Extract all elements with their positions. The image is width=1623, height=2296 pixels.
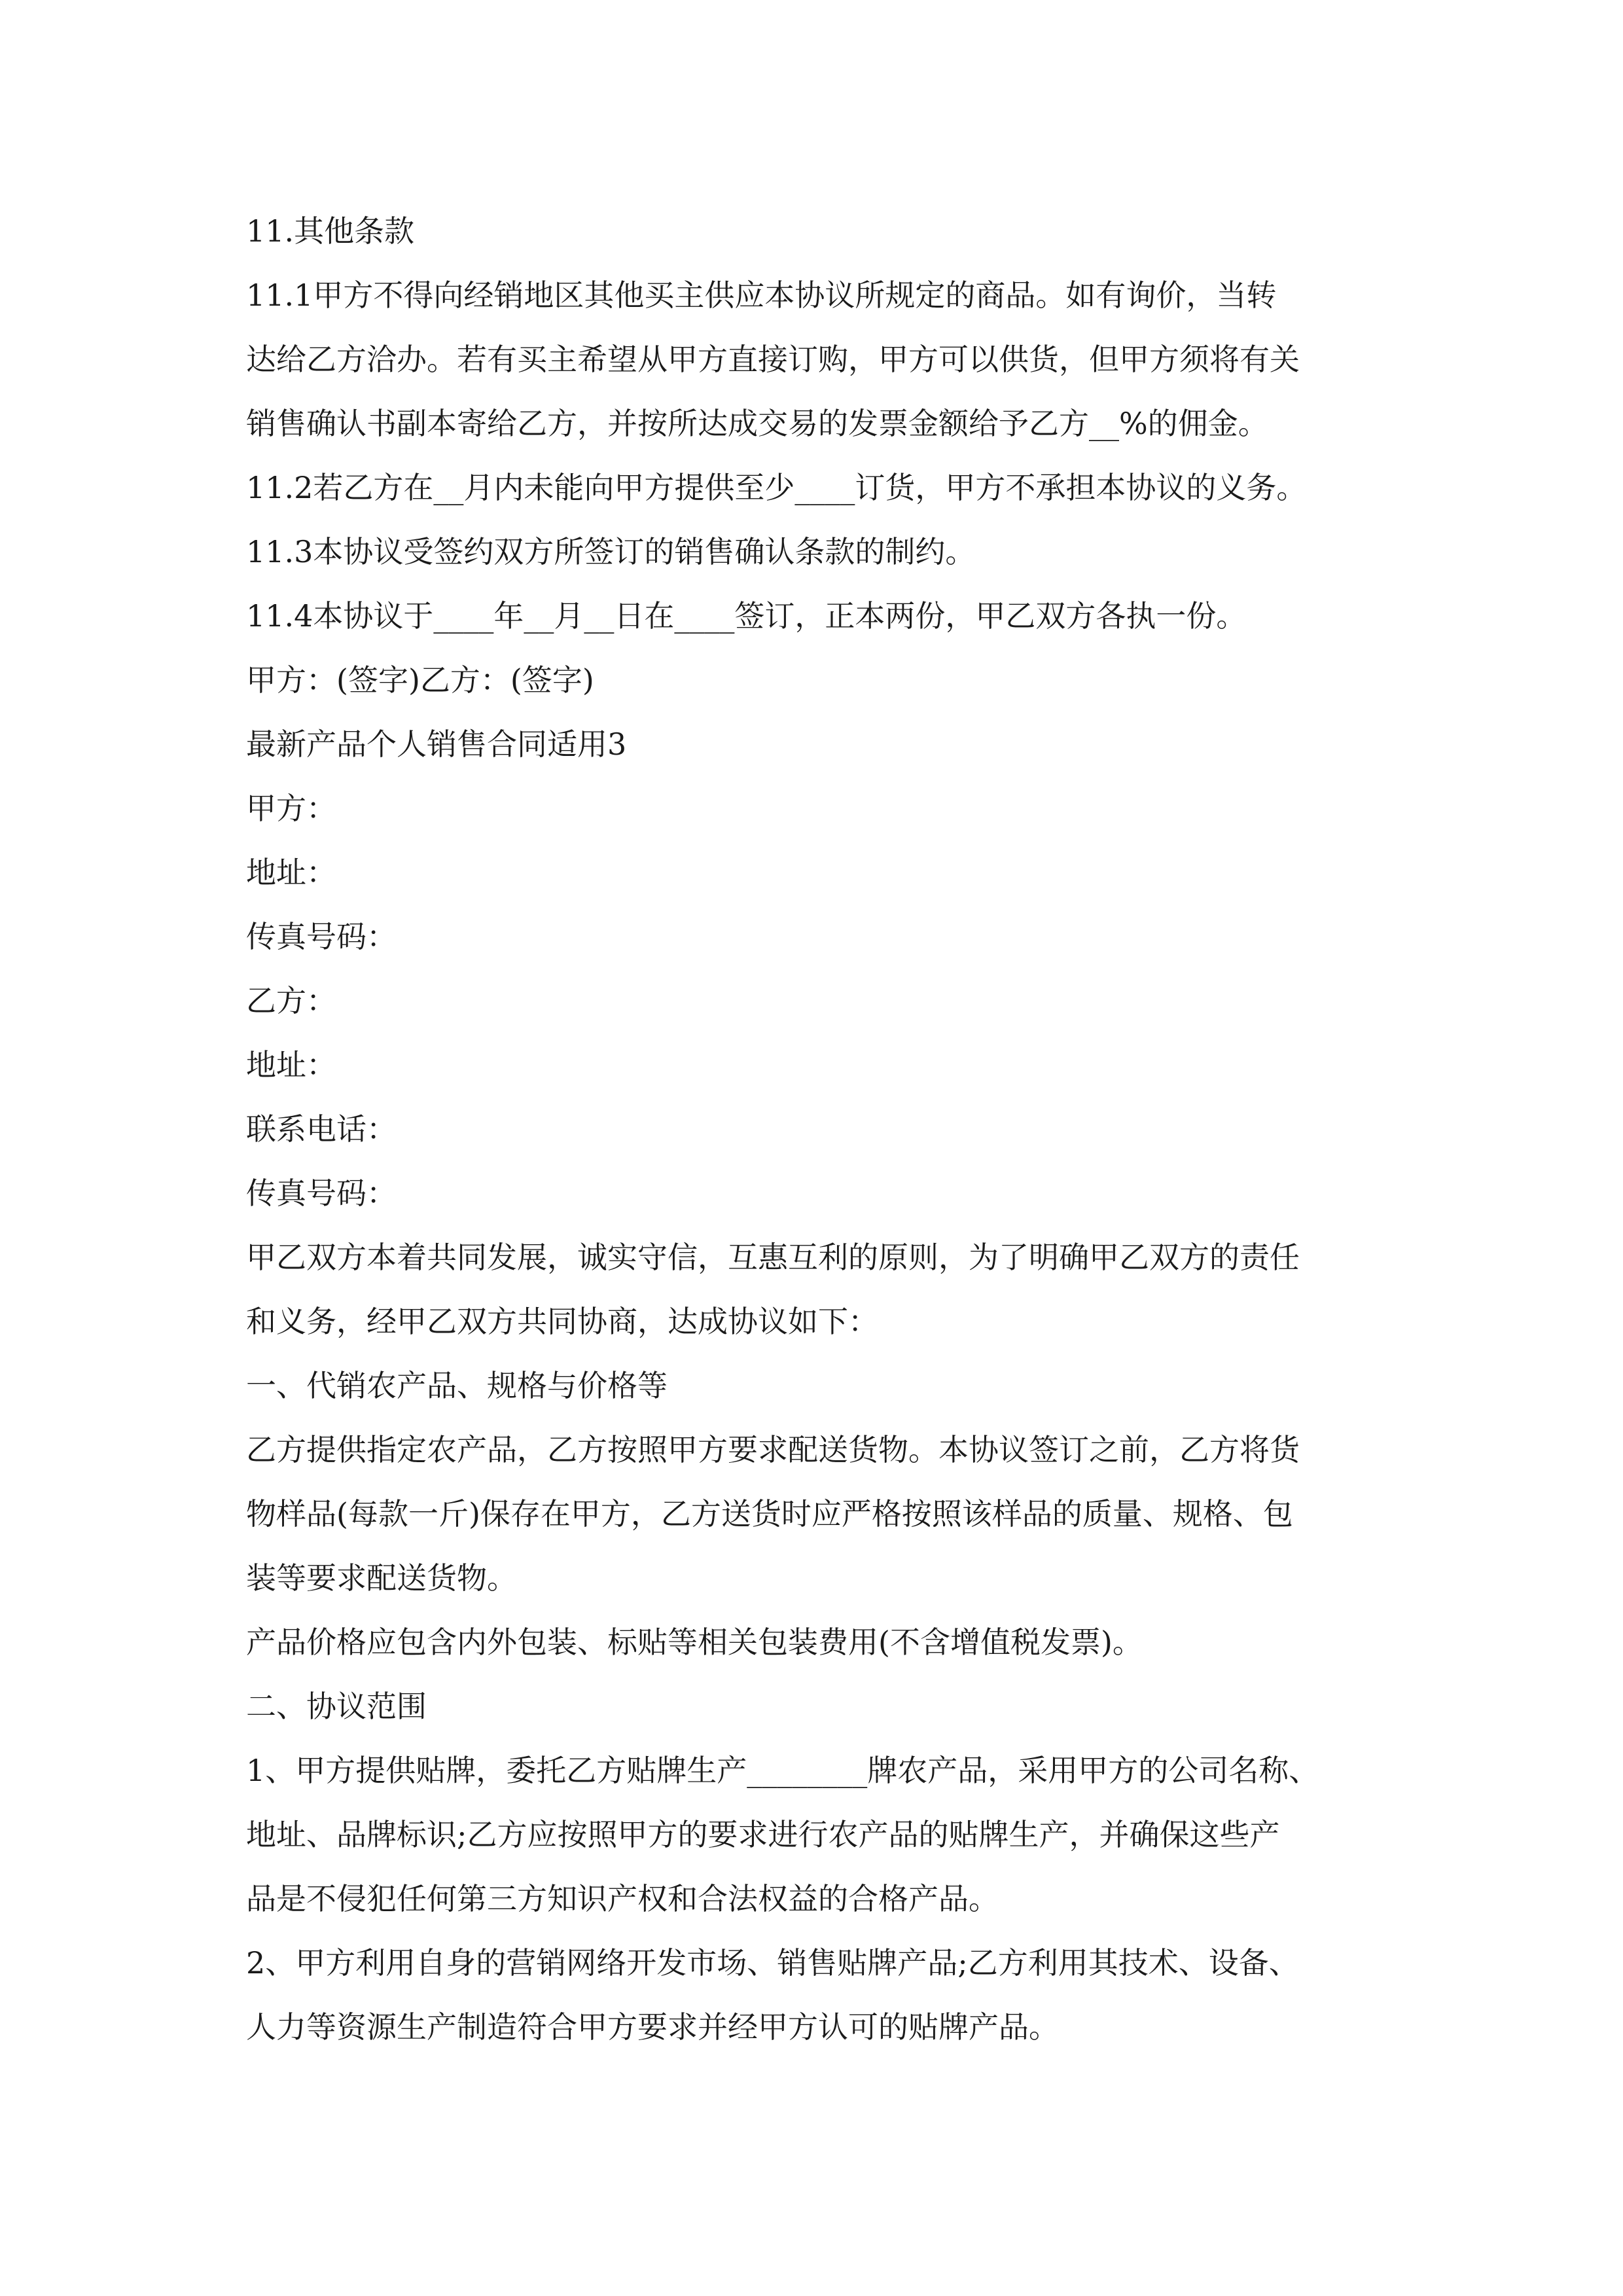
party-a-label: 甲方： — [246, 791, 336, 826]
scope-item-1-line-3: 品是不侵犯任何第三方知识产权和合法权益的合格产品。 — [246, 1881, 999, 1916]
clause-11-1-line-1: 11.1甲方不得向经销地区其他买主供应本协议所规定的商品。如有询价，当转 — [246, 278, 1277, 313]
party-a-fax-label: 传真号码： — [246, 919, 397, 954]
clause-11-3: 11.3本协议受签约双方所签订的销售确认条款的制约。 — [246, 534, 976, 569]
section-heading-other-terms: 11.其他条款 — [246, 213, 415, 249]
clause-11-2: 11.2若乙方在__月内未能向甲方提供至少____订货，甲方不承担本协议的义务。 — [246, 470, 1307, 505]
products-para-line-2: 物样品(每款一斤)保存在甲方，乙方送货时应严格按照该样品的质量、规格、包 — [246, 1496, 1293, 1532]
party-b-fax-label: 传真号码： — [246, 1175, 397, 1211]
preamble-line-2: 和义务，经甲乙双方共同协商，达成协议如下： — [246, 1304, 878, 1339]
scope-item-1-line-1: 1、甲方提供贴牌，委托乙方贴牌生产________牌农产品，采用甲方的公司名称、 — [246, 1753, 1319, 1788]
party-b-phone-label: 联系电话： — [246, 1111, 397, 1147]
scope-item-1-line-2: 地址、品牌标识;乙方应按照甲方的要求进行农产品的贴牌生产，并确保这些产 — [246, 1817, 1280, 1852]
products-para-line-3: 装等要求配送货物。 — [246, 1560, 517, 1596]
contract-title: 最新产品个人销售合同适用3 — [246, 726, 627, 762]
document-body — [246, 199, 1398, 2059]
scope-item-2-line-1: 2、甲方利用自身的营销网络开发市场、销售贴牌产品;乙方利用其技术、设备、 — [246, 1945, 1299, 1981]
signature-line: 甲方：(签字)乙方：(签字) — [246, 662, 594, 698]
party-b-address-label: 地址： — [246, 1047, 336, 1083]
products-para-line-1: 乙方提供指定农产品，乙方按照甲方要求配送货物。本协议签订之前，乙方将货 — [246, 1432, 1300, 1467]
section-heading-scope: 二、协议范围 — [246, 1689, 427, 1724]
party-b-label: 乙方： — [246, 983, 336, 1018]
section-heading-products: 一、代销农产品、规格与价格等 — [246, 1368, 668, 1403]
clause-11-4: 11.4本协议于____年__月__日在____签订，正本两份，甲乙双方各执一份。 — [246, 598, 1247, 634]
party-a-address-label: 地址： — [246, 855, 336, 890]
scope-item-2-line-2: 人力等资源生产制造符合甲方要求并经甲方认可的贴牌产品。 — [246, 2009, 1059, 2045]
price-para: 产品价格应包含内外包装、标贴等相关包装费用(不含增值税发票)。 — [246, 1624, 1143, 1660]
clause-11-1-line-2: 达给乙方洽办。若有买主希望从甲方直接订购，甲方可以供货，但甲方须将有关 — [246, 342, 1300, 377]
preamble-line-1: 甲乙双方本着共同发展，诚实守信，互惠互利的原则，为了明确甲乙双方的责任 — [246, 1240, 1300, 1275]
clause-11-1-line-3: 销售确认书副本寄给乙方，并按所达成交易的发票金额给予乙方__%的佣金。 — [246, 406, 1268, 441]
